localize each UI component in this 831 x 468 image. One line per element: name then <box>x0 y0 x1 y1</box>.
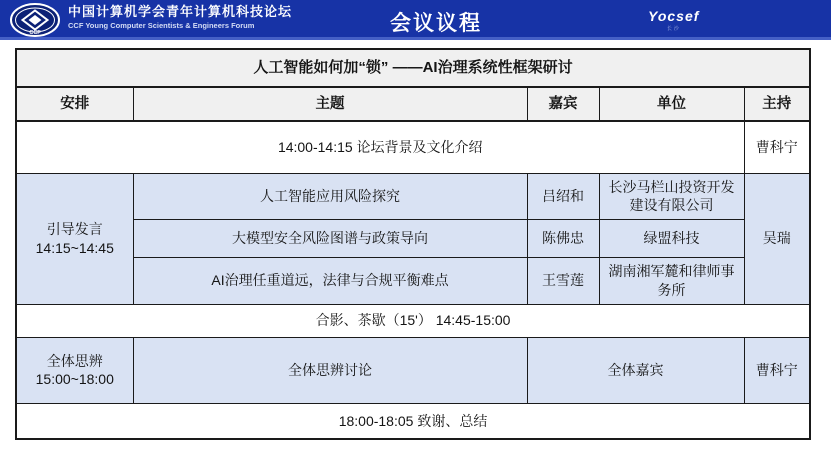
agenda-table <box>15 48 811 440</box>
talk-org: 湖南湘军麓和律师事务所 <box>599 257 744 304</box>
talk-topic: AI治理任重道远，法律与合规平衡难点 <box>133 257 527 304</box>
talk-guest: 吕绍和 <box>527 173 599 219</box>
talk-org: 绿盟科技 <box>599 219 744 257</box>
intro-host: 曹科宁 <box>744 121 810 173</box>
row-closing <box>16 403 810 439</box>
yocsef-logo-subtext: 长沙 <box>666 26 681 32</box>
col-header-schedule: 安排 <box>16 87 133 121</box>
debate-time: 15:00~18:00 <box>35 371 114 387</box>
guided-time: 14:15~14:45 <box>35 239 114 256</box>
row-break <box>16 304 810 337</box>
intro-text: 14:00-14:15 论坛背景及文化介绍 <box>16 121 744 173</box>
col-header-guest: 嘉宾 <box>527 87 599 121</box>
page-title: 会议议程 <box>390 12 482 35</box>
col-header-organization: 单位 <box>599 87 744 121</box>
organization-name-en: CCF Young Computer Scientists & Engineers Forum <box>68 20 255 30</box>
row-debate <box>16 337 810 403</box>
ccf-logo-icon <box>10 3 60 42</box>
yocsef-logo <box>648 8 699 32</box>
debate-topic: 全体思辨讨论 <box>133 337 527 403</box>
debate-label: 全体思辨 <box>46 352 103 369</box>
guided-section-label <box>16 173 133 304</box>
col-header-topic: 主题 <box>133 87 527 121</box>
break-text: 合影、茶歇（15'） 14:45-15:00 <box>16 304 810 337</box>
talk-topic: 大模型安全风险图谱与政策导向 <box>133 219 527 257</box>
guided-host: 吴瑞 <box>744 173 810 304</box>
debate-guest: 全体嘉宾 <box>527 337 744 403</box>
col-header-host: 主持 <box>744 87 810 121</box>
talk-org: 长沙马栏山投资开发建设有限公司 <box>599 173 744 219</box>
talk-guest: 王雪莲 <box>527 257 599 304</box>
organization-name <box>68 4 292 30</box>
agenda-table-container <box>15 48 811 440</box>
banner <box>0 0 831 40</box>
talk-guest: 陈佛忠 <box>527 219 599 257</box>
debate-host: 曹科宁 <box>744 337 810 403</box>
closing-text: 18:00-18:05 致谢、总结 <box>16 403 810 439</box>
row-intro <box>16 121 810 173</box>
guided-label: 引导发言 <box>46 221 103 238</box>
table-header-row <box>16 87 810 121</box>
debate-section-label <box>16 337 133 403</box>
talk-topic: 人工智能应用风险探究 <box>133 173 527 219</box>
forum-title: 人工智能如何加“锁” ——AI治理系统性框架研讨 <box>16 49 810 87</box>
yocsef-logo-text: Yocsef <box>648 8 700 24</box>
row-guided-talk-1 <box>16 173 810 219</box>
organization-name-cn: 中国计算机学会青年计算机科技论坛 <box>68 4 293 19</box>
table-title-row <box>16 49 810 87</box>
row-guided-talk-2 <box>16 219 810 257</box>
row-guided-talk-3 <box>16 257 810 304</box>
svg-text:CCF: CCF <box>29 30 41 36</box>
